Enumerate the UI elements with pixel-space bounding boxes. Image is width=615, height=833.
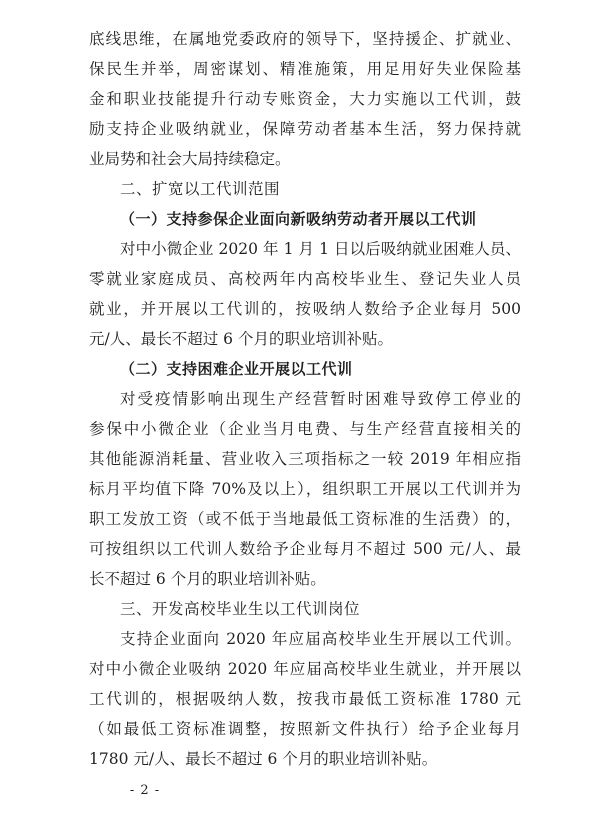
paragraph-line: 励支持企业吸纳就业，保障劳动者基本生活，努力保持就: [89, 120, 521, 138]
paragraph-line: 对中小微企业 2020 年 1 月 1 日以后吸纳就业困难人员、: [120, 240, 521, 258]
paragraph-line: 零就业家庭成员、高校两年内高校毕业生、登记失业人员: [89, 270, 521, 288]
paragraph-line: 底线思维，在属地党委政府的领导下，坚持援企、扩就业、: [89, 30, 521, 48]
paragraph-line: 标月平均值下降 70%及以上），组织职工开展以工代训并为: [89, 480, 521, 498]
paragraph-line: 长不超过 6 个月的职业培训补贴。: [89, 570, 326, 588]
subsection-heading: （一）支持参保企业面向新吸纳劳动者开展以工代训: [120, 210, 477, 228]
paragraph-line: 其他能源消耗量、营业收入三项指标之一较 2019 年相应指: [89, 450, 521, 468]
page-number: - 2 -: [129, 783, 161, 798]
paragraph-line: 对中小微企业吸纳 2020 年应届高校毕业生就业，并开展以: [89, 660, 521, 678]
subsection-heading: （二）支持困难企业开展以工代训: [120, 360, 353, 378]
paragraph-line: 可按组织以工代训人数给予企业每月不超过 500 元/人、最: [89, 540, 521, 558]
paragraph-line: 工代训的，根据吸纳人数，按我市最低工资标准 1780 元: [89, 690, 521, 708]
paragraph-line: 就业，并开展以工代训的，按吸纳人数给予企业每月 500: [89, 300, 521, 318]
paragraph-line: 职工发放工资（或不低于当地最低工资标准的生活费）的，: [89, 510, 521, 528]
paragraph-line: 对受疫情影响出现生产经营暂时困难导致停工停业的: [120, 390, 521, 408]
paragraph-line: 保民生并举，周密谋划、精准施策，用足用好失业保险基: [89, 60, 521, 78]
paragraph-line: 支持企业面向 2020 年应届高校毕业生开展以工代训。: [120, 630, 521, 648]
paragraph-line: 参保中小微企业（企业当月电费、与生产经营直接相关的: [89, 420, 521, 438]
section-heading: 三、开发高校毕业生以工代训岗位: [120, 600, 361, 618]
section-heading: 二、扩宽以工代训范围: [120, 180, 281, 198]
paragraph-line: 金和职业技能提升行动专账资金，大力实施以工代训，鼓: [89, 90, 521, 108]
paragraph-line: （如最低工资标准调整，按照新文件执行）给予企业每月: [89, 720, 521, 738]
paragraph-line: 元/人、最长不超过 6 个月的职业培训补贴。: [89, 330, 393, 348]
paragraph-line: 1780 元/人、最长不超过 6 个月的职业培训补贴。: [89, 750, 438, 768]
paragraph-line: 业局势和社会大局持续稳定。: [89, 150, 291, 168]
